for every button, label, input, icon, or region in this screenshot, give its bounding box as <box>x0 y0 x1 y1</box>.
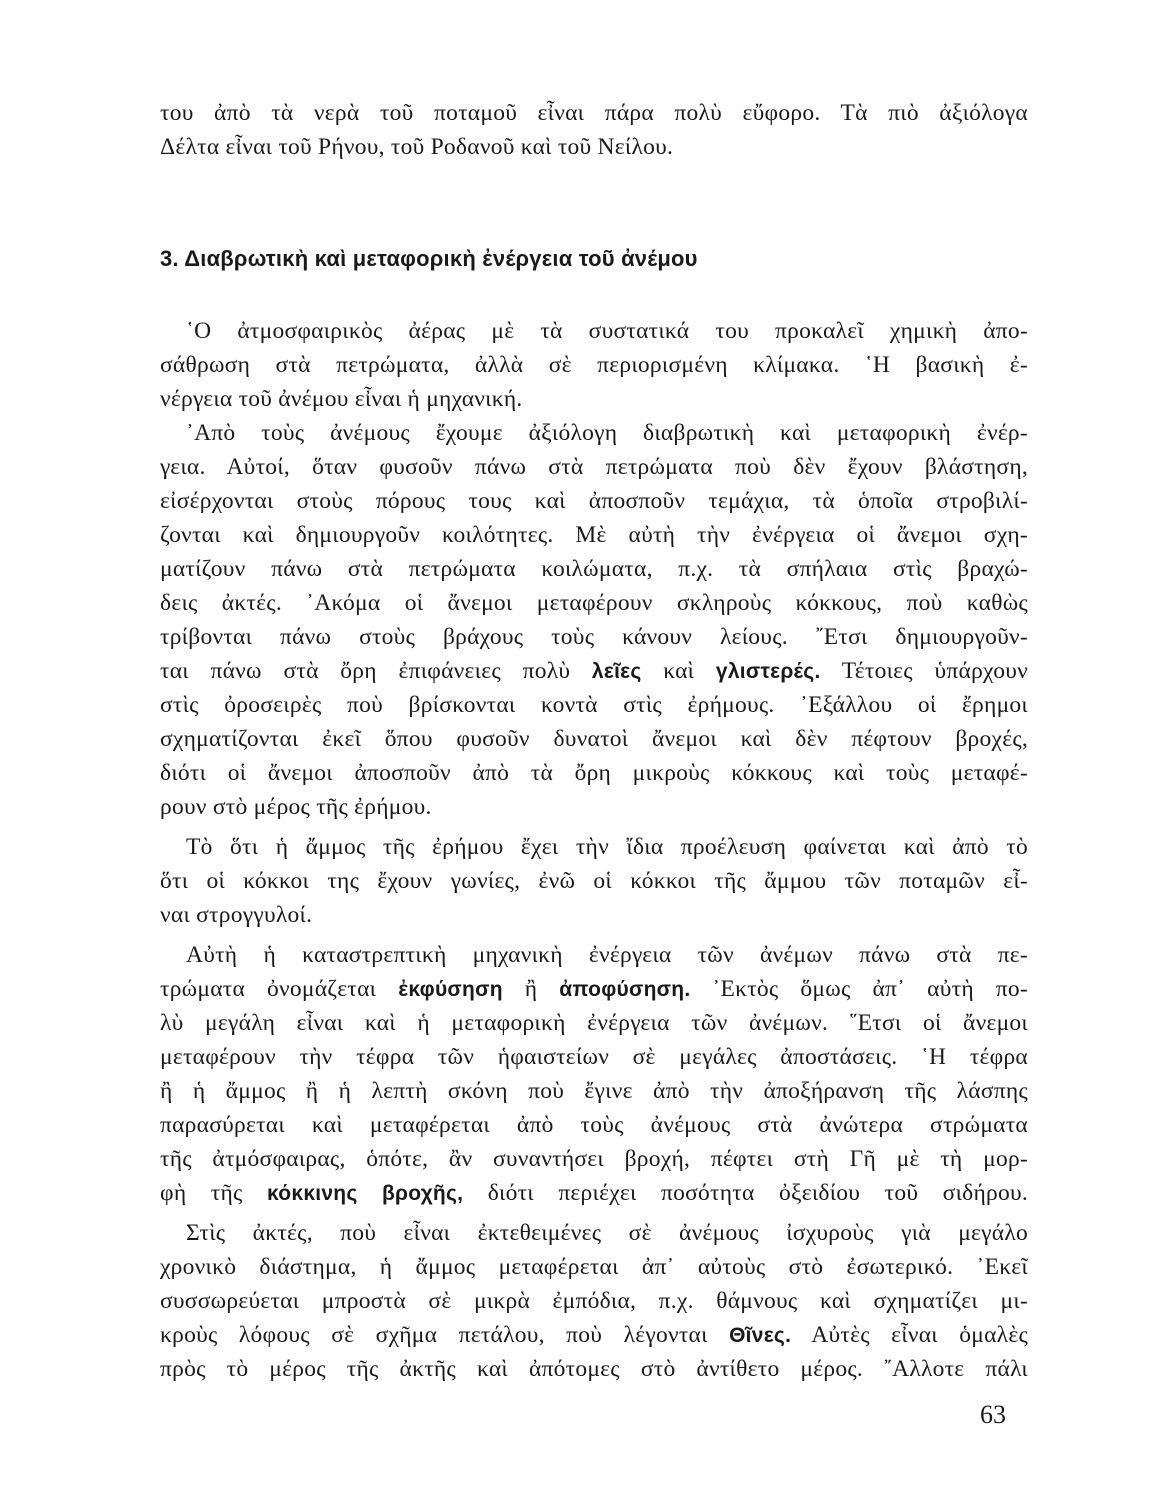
text-line: γεια. Αὐτοί, ὅταν φυσοῦν πάνω στὰ πετρώματα ποὺ δὲν ἔχουν βλάστηση, <box>160 454 1028 480</box>
text-line <box>160 1318 1028 1352</box>
text-line: ματίζουν πάνω στὰ πετρώματα κοιλώματα, π.χ. τὰ σπήλαια στὶς βραχώ- <box>160 556 1028 582</box>
text-line: σάθρωση στὰ πετρώματα, ἀλλὰ σὲ περιορισμένη κλίμακα. ῾Η βασικὴ ἐ- <box>160 352 1028 378</box>
text-run: διότι περιέχει ποσότητα ὀξειδίου τοῦ σιδήρου. <box>463 1180 1028 1206</box>
bold-term: λεῖες <box>591 660 642 683</box>
text-line: Τὸ ὅτι ἡ ἄμμος τῆς ἐρήμου ἔχει τὴν ἴδια προέλευση φαίνεται καὶ ἀπὸ τὸ <box>186 834 1028 860</box>
bold-term: κόκκινης βροχῆς, <box>267 1182 464 1205</box>
text-line: ναι στρογγυλοί. <box>160 902 313 928</box>
text-run: ᾿Εκτὸς ὅμως ἀπ᾿ αὐτὴ πο- <box>690 976 1028 1002</box>
text-run: ται πάνω στὰ ὄρη ἐπιφάνειες πολὺ <box>160 658 592 684</box>
text-line: Αὐτὴ ἡ καταστρεπτικὴ μηχανικὴ ἐνέργεια τῶν ἀνέμων πάνω στὰ πε- <box>186 942 1028 968</box>
text-line: στὶς ὀροσειρὲς ποὺ βρίσκονται κοντὰ στὶς ἐρήμους. ᾿Εξάλλου οἱ ἔρημοι <box>160 692 1028 718</box>
text-line: χρονικὸ διάστημα, ἡ ἄμμος μεταφέρεται ἀπ᾿ αὐτοὺς στὸ ἐσωτερικό. ᾿Εκεῖ <box>160 1254 1028 1280</box>
text-run: Τέτοιες ὑπάρχουν <box>820 658 1028 684</box>
text-line: τρίβονται πάνω στοὺς βράχους τοὺς κάνουν λείους. ῎Ετσι δημιουργοῦν- <box>160 624 1028 650</box>
text-line: τῆς ἀτμόσφαιρας, ὁπότε, ἂν συναντήσει βροχή, πέφτει στὴ Γῆ μὲ τὴ μορ- <box>160 1146 1028 1172</box>
text-run: φὴ τῆς <box>160 1180 268 1206</box>
text-line: σχηματίζονται ἐκεῖ ὅπου φυσοῦν δυνατοὶ ἄνεμοι καὶ δὲν πέφτουν βροχές, <box>160 726 1028 752</box>
bold-term: ἀποφύσηση. <box>559 978 691 1001</box>
section-heading: 3. Διαβρωτικὴ καὶ μεταφορικὴ ἐνέργεια τοῦ ἀνέμου <box>160 246 698 271</box>
text-line: λὺ μεγάλη εἶναι καὶ ἡ μεταφορικὴ ἐνέργεια τῶν ἀνέμων. ῞Ετσι οἱ ἄνεμοι <box>160 1010 1028 1036</box>
text-line: παρασύρεται καὶ μεταφέρεται ἀπὸ τοὺς ἀνέμους στὰ ἀνώτερα στρώματα <box>160 1112 1028 1138</box>
text-line: εἰσέρχονται στοὺς πόρους τους καὶ ἀποσποῦν τεμάχια, τὰ ὁποῖα στροβιλί- <box>160 488 1028 514</box>
text-run: ἢ <box>502 976 560 1002</box>
paragraph <box>160 938 1028 1210</box>
text-line <box>160 1176 1028 1210</box>
text-line: Δέλτα εἶναι τοῦ Ρήνου, τοῦ Ροδανοῦ καὶ τοῦ Νείλου. <box>160 134 674 160</box>
text-line: διότι οἱ ἄνεμοι ἀποσποῦν ἀπὸ τὰ ὄρη μικροὺς κόκκους καὶ τοὺς μεταφέ- <box>160 760 1028 786</box>
bold-term: Θῖνες. <box>729 1324 792 1347</box>
text-run: καὶ <box>641 658 716 684</box>
text-line: ὅτι οἱ κόκκοι της ἔχουν γωνίες, ἐνῶ οἱ κόκκοι τῆς ἄμμου τῶν ποταμῶν εἶ- <box>160 868 1028 894</box>
bold-term: γλιστερές. <box>715 660 821 683</box>
text-line: νέργεια τοῦ ἀνέμου εἶναι ἡ μηχανική. <box>160 386 523 412</box>
text-line: μεταφέρουν τὴν τέφρα τῶν ἡφαιστείων σὲ μεγάλες ἀποστάσεις. ῾Η τέφρα <box>160 1044 1028 1070</box>
text-run: τρώματα ὀνομάζεται <box>160 976 399 1002</box>
text-run: Αὐτὲς εἶναι ὁμαλὲς <box>791 1322 1028 1348</box>
text-line <box>160 654 1028 688</box>
text-line: ἢ ἡ ἄμμος ἢ ἡ λεπτὴ σκόνη ποὺ ἔγινε ἀπὸ τὴν ἀποξήρανση τῆς λάσπης <box>160 1078 1028 1104</box>
text-run: κροὺς λόφους σὲ σχῆμα πετάλου, ποὺ λέγονται <box>160 1322 730 1348</box>
page-text <box>160 96 1028 1386</box>
text-line: ᾿Απὸ τοὺς ἀνέμους ἔχουμε ἀξιόλογη διαβρωτικὴ καὶ μεταφορικὴ ἐνέρ- <box>186 420 1028 446</box>
text-line: ῾Ο ἀτμοσφαιρικὸς ἀέρας μὲ τὰ συστατικά του προκαλεῖ χημικὴ ἀπο- <box>186 318 1028 344</box>
text-line: του ἀπὸ τὰ νερὰ τοῦ ποταμοῦ εἶναι πάρα πολὺ εὔφορο. Τὰ πιὸ ἀξιόλογα <box>160 100 1028 126</box>
paragraph <box>160 830 1028 932</box>
text-line: πρὸς τὸ μέρος τῆς ἀκτῆς καὶ ἀπότομες στὸ ἀντίθετο μέρος. ῎Αλλοτε πάλι <box>160 1356 1028 1382</box>
bold-term: ἐκφύσηση <box>398 978 503 1001</box>
text-line: Στὶς ἀκτές, ποὺ εἶναι ἐκτεθειμένες σὲ ἀνέμους ἰσχυροὺς γιὰ μεγάλο <box>186 1220 1028 1246</box>
text-line: ζονται καὶ δημιουργοῦν κοιλότητες. Μὲ αὐτὴ τὴν ἐνέργεια οἱ ἄνεμοι σχη- <box>160 522 1028 548</box>
paragraph <box>160 1216 1028 1386</box>
text-line: συσσωρεύεται μπροστὰ σὲ μικρὰ ἐμπόδια, π.χ. θάμνους καὶ σχηματίζει μι- <box>160 1288 1028 1314</box>
text-line: δεις ἀκτές. ᾿Ακόμα οἱ ἄνεμοι μεταφέρουν σκληροὺς κόκκους, ποὺ καθὼς <box>160 590 1028 616</box>
paragraph <box>160 416 1028 824</box>
text-line: ρουν στὸ μέρος τῆς ἐρήμου. <box>160 794 432 820</box>
paragraph <box>160 314 1028 416</box>
page-number: 63 <box>980 1400 1006 1429</box>
text-line <box>160 972 1028 1006</box>
